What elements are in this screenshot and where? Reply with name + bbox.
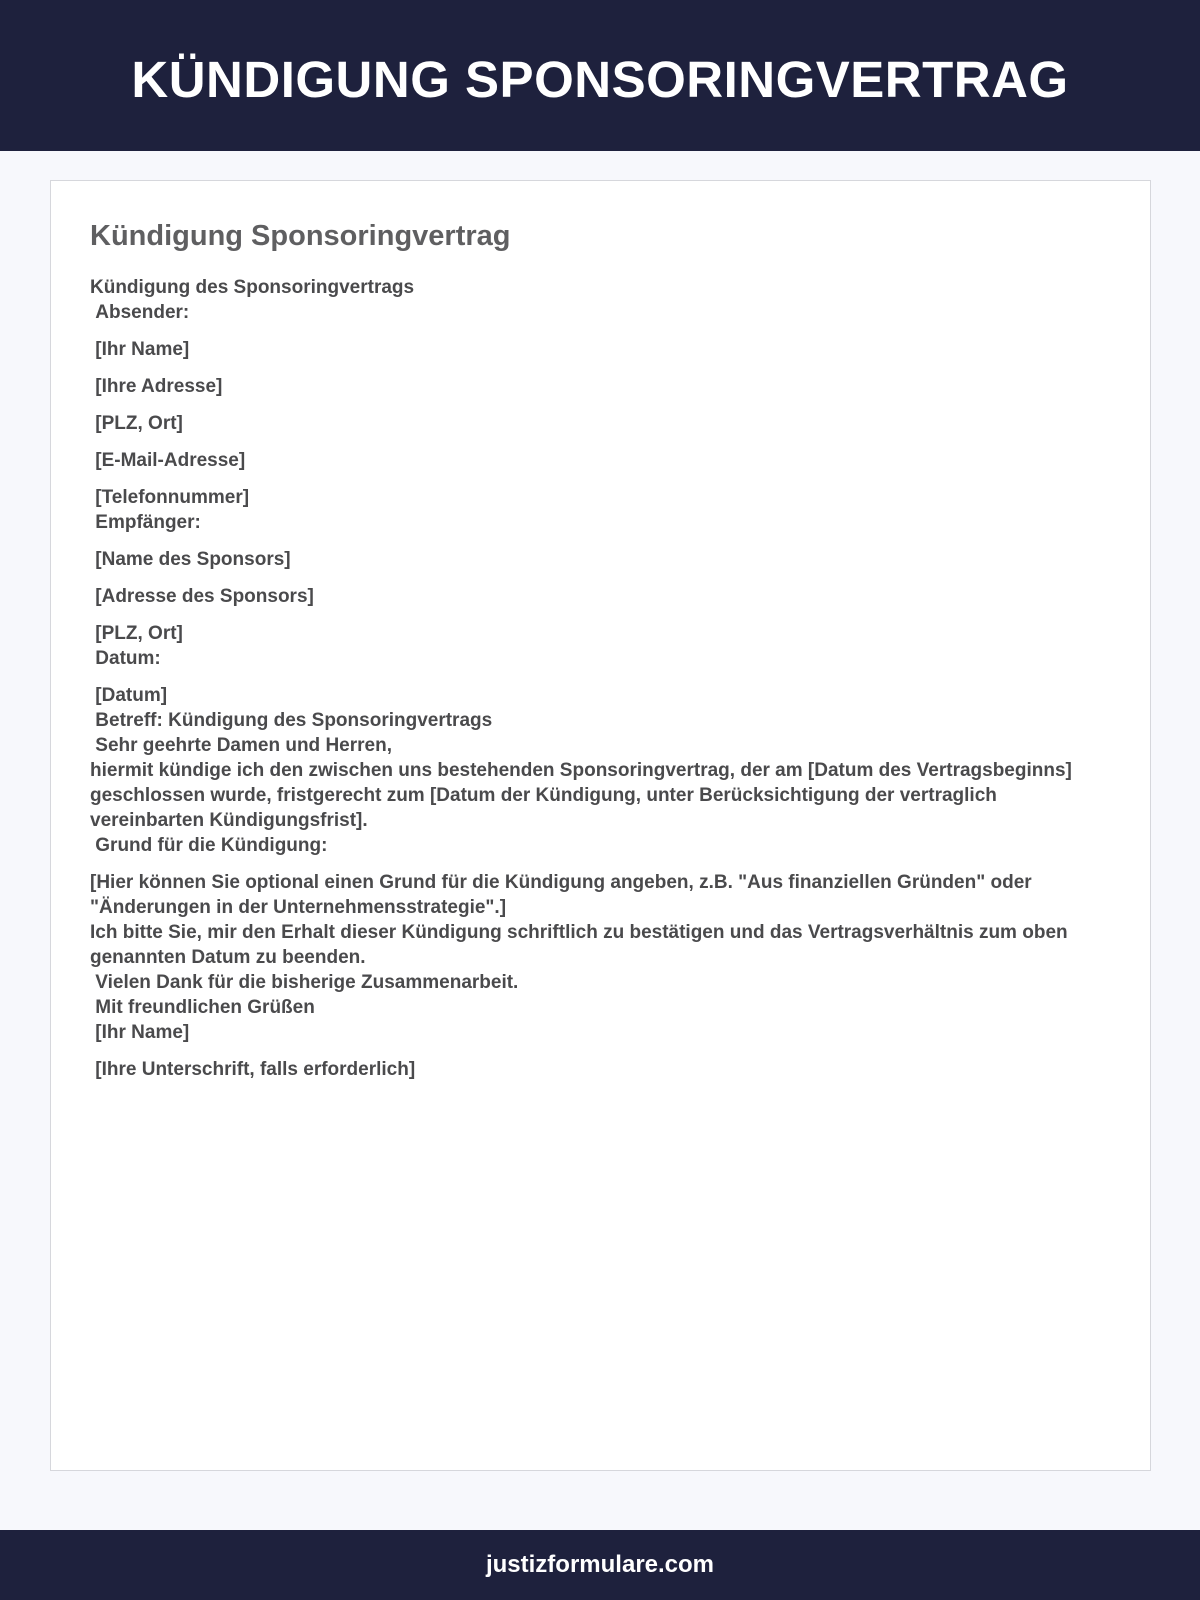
salutation: Sehr geehrte Damen und Herren, — [90, 735, 392, 756]
confirmation-paragraph: Ich bitte Sie, mir den Erhalt dieser Kündigung schriftlich zu bestätigen und das Vertragsverhältnis zum oben genannten Datum zu beenden. — [90, 922, 1073, 968]
page-header — [0, 0, 1200, 151]
reason-label: Grund für die Kündigung: — [90, 835, 328, 856]
letter-heading: Kündigung des Sponsoringvertrags — [90, 277, 415, 298]
subject-line: Betreff: Kündigung des Sponsoringvertrags — [90, 710, 493, 731]
date-value: [Datum] — [90, 685, 168, 706]
sender-phone: [Telefonnummer] — [90, 487, 250, 508]
document-card — [50, 180, 1151, 1471]
thanks-line: Vielen Dank für die bisherige Zusammenarbeit. — [90, 972, 519, 993]
sender-label: Absender: — [90, 302, 190, 323]
document-body — [90, 275, 1111, 1082]
reason-paragraph: [Hier können Sie optional einen Grund für die Kündigung angeben, z.B. "Aus finanziellen Gründen" oder "Änderungen in der Unternehmensstrategie".] — [90, 872, 1037, 918]
sender-address: [Ihre Adresse] — [90, 376, 223, 397]
signature-placeholder: [Ihre Unterschrift, falls erforderlich] — [90, 1059, 416, 1080]
recipient-label: Empfänger: — [90, 512, 201, 533]
sender-email: [E-Mail-Adresse] — [90, 450, 246, 471]
main-paragraph: hiermit kündige ich den zwischen uns bestehenden Sponsoringvertrag, der am [Datum des Vertragsbeginns] geschlossen wurde, fristgerecht zum [Datum der Kündigung, unter Berücksichtigung der vertraglich vereinbarten Kündigungsfrist]. — [90, 760, 1078, 831]
sender-city: [PLZ, Ort] — [90, 413, 183, 434]
page-footer — [0, 1530, 1200, 1600]
closing-line: Mit freundlichen Grüßen — [90, 997, 315, 1018]
sender-name: [Ihr Name] — [90, 339, 190, 360]
signature-name: [Ihr Name] — [90, 1022, 190, 1043]
recipient-address: [Adresse des Sponsors] — [90, 586, 314, 607]
recipient-name: [Name des Sponsors] — [90, 549, 291, 570]
date-label: Datum: — [90, 648, 161, 669]
footer-site-link[interactable]: justizformulare.com — [485, 1551, 715, 1578]
recipient-city: [PLZ, Ort] — [90, 623, 183, 644]
page-title: KÜNDIGUNG SPONSORINGVERTRAG — [131, 51, 1069, 108]
document-title: Kündigung Sponsoringvertrag — [90, 220, 511, 252]
